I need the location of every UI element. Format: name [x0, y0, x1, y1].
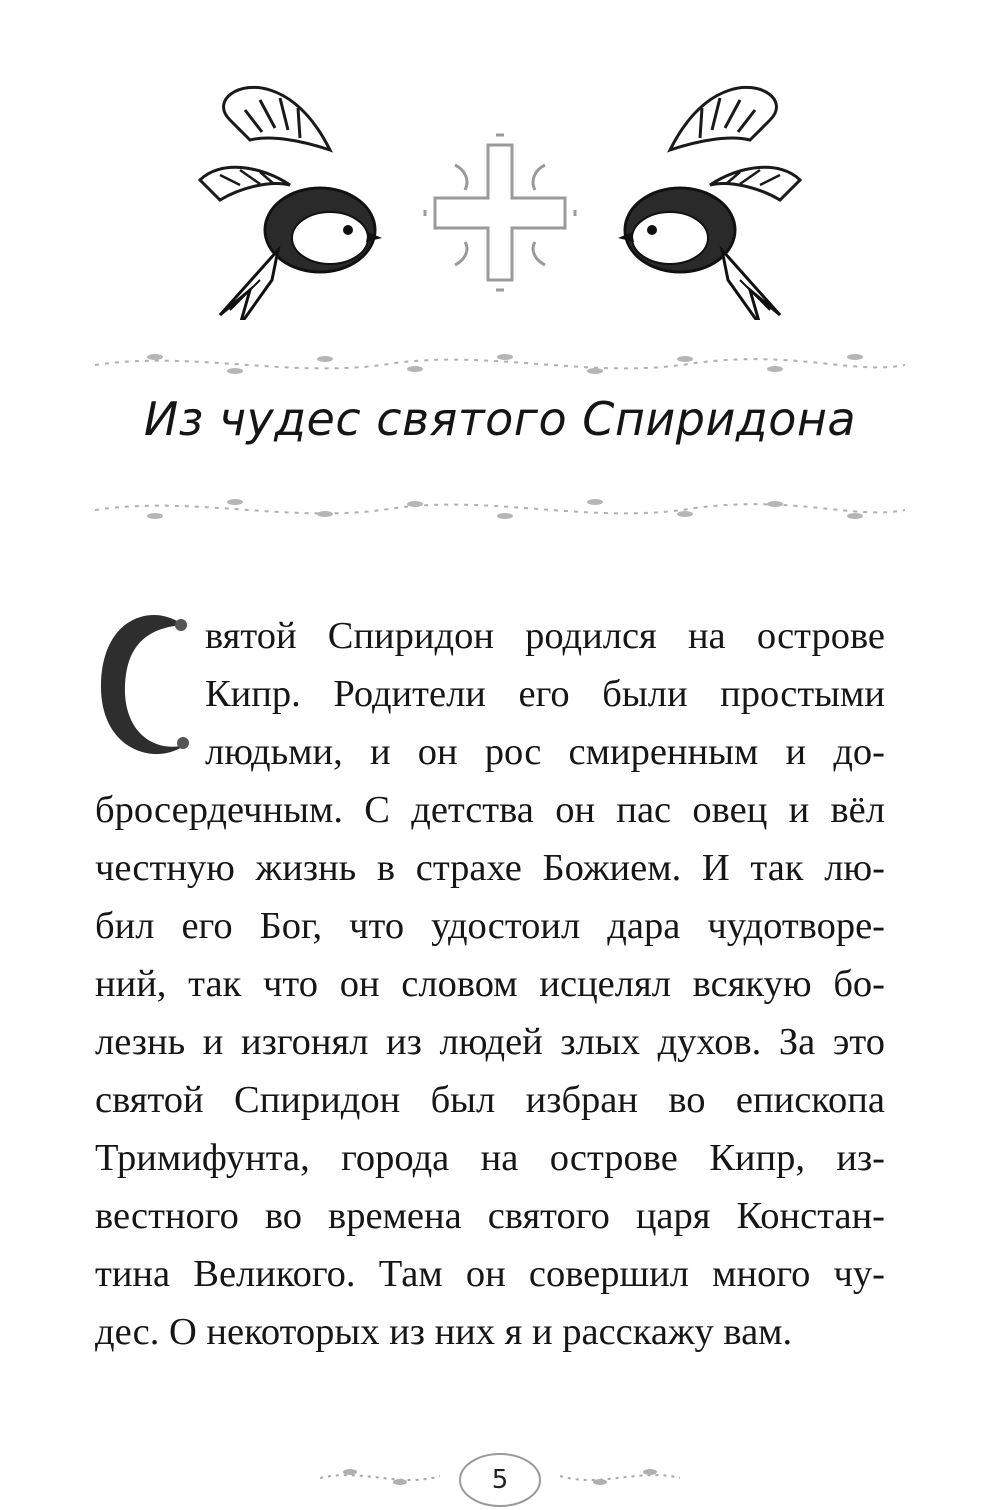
text-line: бил его Бог, что удостоил дара чудотворе-	[95, 905, 885, 947]
text-line: лезнь и изгонял из людей злых духов. За это	[95, 1021, 885, 1063]
header-ornament	[0, 60, 1000, 320]
body-text	[95, 607, 885, 1361]
text-line: тина Великого. Там он совершил много чу-	[95, 1253, 885, 1295]
text-line: вестного во времена святого царя Констан-	[95, 1195, 885, 1237]
text-line: честную жизнь в страхе Божием. И так лю-	[95, 847, 885, 889]
text-line: людьми, и он рос смиренным и до-	[205, 731, 885, 773]
vine-ornament-icon	[95, 490, 905, 530]
text-line: вятой Спиридон родился на острове	[205, 615, 885, 657]
text-line: ний, так что он словом исцелял всякую бо-	[95, 963, 885, 1005]
page-number: 5	[491, 1465, 509, 1495]
text-line: Тримифунта, города на острове Кипр, из-	[95, 1137, 885, 1179]
chapter-title: Из чудес святого Спиридона	[143, 392, 857, 446]
left-bird-icon	[200, 87, 382, 320]
text-line: святой Спиридон был избран во епископа	[95, 1079, 885, 1121]
text-line: Кипр. Родители его были простыми	[205, 673, 885, 715]
right-bird-icon	[618, 87, 800, 320]
vine-ornament-icon	[95, 345, 905, 385]
text-line: бросердечным. С детства он пас овец и вёл	[95, 789, 885, 831]
text-line: дес. О некоторых из них я и расскажу вам.	[95, 1311, 793, 1353]
orthodox-cross-icon	[425, 135, 575, 290]
